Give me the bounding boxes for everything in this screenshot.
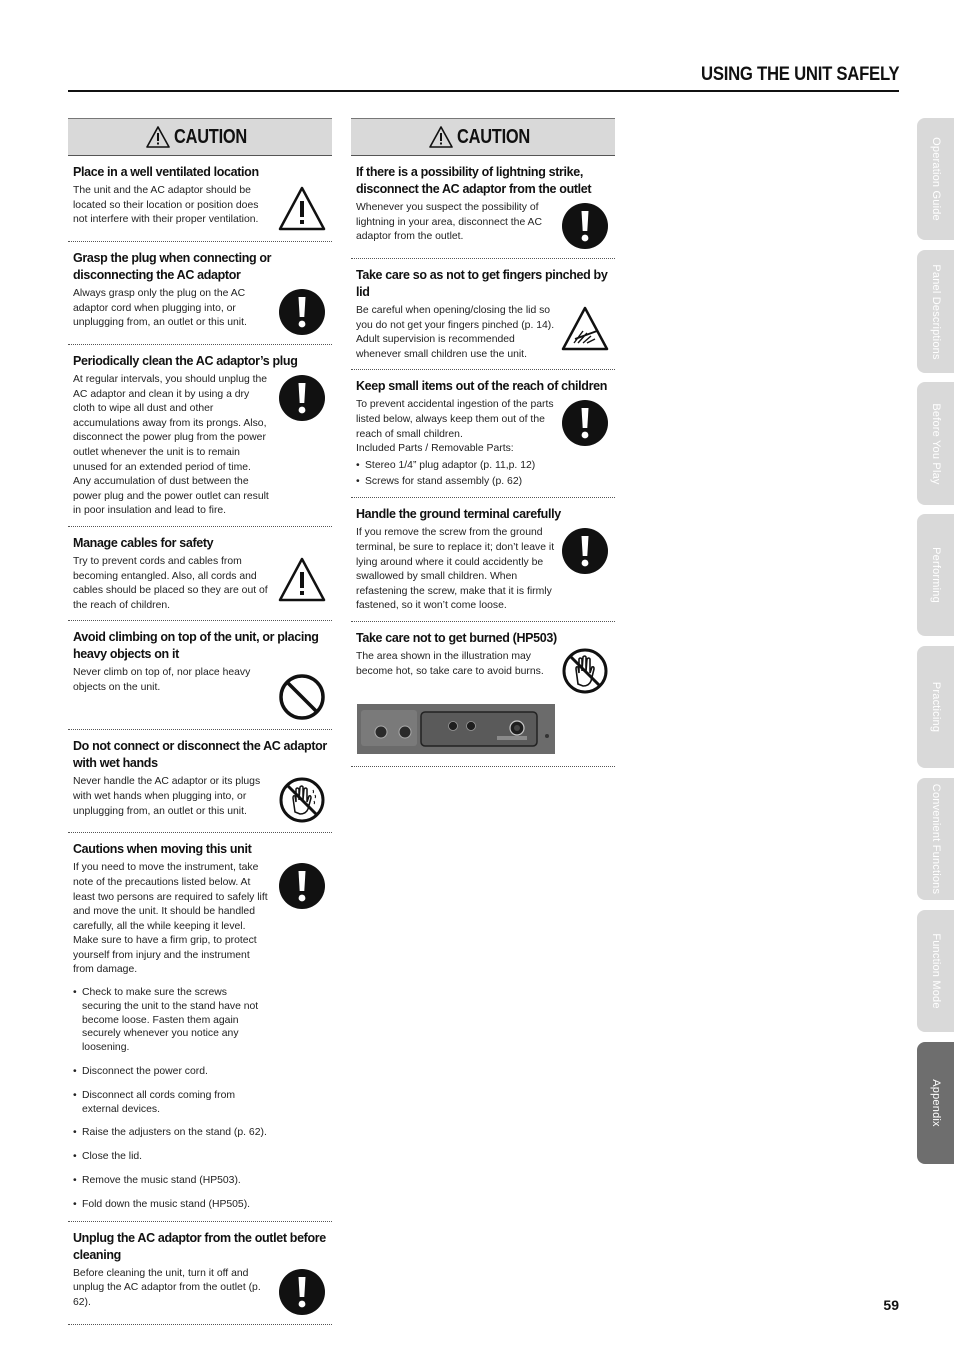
safety-item-text: If you need to move the instrument, take note of the precautions listed below. At least two persons are required to safely lift and move the unit. It should be handled carefully, all the while keeping it level. Make sure to have a firm grip, to protect yourself from injury and the instrument from damage. (73, 862, 268, 976)
safety-item (68, 156, 332, 242)
page-title: USING THE UNIT SAFELY (700, 64, 899, 85)
tab-label: Convenient Functions (929, 783, 942, 895)
tab-label: Function Mode (929, 933, 942, 1009)
safety-item-title: Handle the ground terminal carefully (356, 507, 561, 522)
safety-item-text: The unit and the AC adaptor should be located so their location or position does not interfere with their proper ventilation. (73, 185, 259, 226)
list-item: • Fold down the music stand (HP505). (73, 1198, 269, 1212)
safety-item (68, 527, 332, 621)
left-column (68, 118, 332, 1325)
safety-item (351, 259, 615, 370)
tab-appendix[interactable] (917, 1042, 954, 1164)
caution-triangle-icon (429, 126, 453, 148)
safety-item-title: Unplug the AC adaptor from the outlet before cleaning (73, 1230, 326, 1262)
tab-label: Operation Guide (929, 137, 942, 221)
safety-item-text: Never climb on top of, nor place heavy objects on the unit. (73, 667, 251, 693)
parts-list (356, 459, 610, 489)
safety-item-text: If you remove the screw from the ground terminal, be sure to replace it; don’t leave it lying around where it could accidently be swallowed by small children. When refastening the screw, make that it is firmly fastened, so it won’t come loose. (356, 527, 555, 612)
tab-panel-descriptions[interactable] (917, 250, 954, 373)
caution-header (68, 118, 332, 156)
page-number: 59 (883, 1297, 899, 1313)
tab-label: Performing (929, 547, 942, 603)
safety-item (68, 730, 332, 833)
moving-checklist (73, 986, 269, 1212)
caution-label: CAUTION (174, 125, 247, 148)
mandatory-icon (560, 526, 610, 576)
list-item: • Disconnect the power cord. (73, 1065, 269, 1079)
tab-function-mode[interactable] (917, 910, 954, 1032)
safety-item-title: Keep small items out of the reach of children (356, 379, 607, 394)
tab-label: Panel Descriptions (929, 263, 942, 360)
safety-item (68, 345, 332, 527)
safety-item-text: Always grasp only the plug on the AC adaptor cord when plugging into, or unplugging from, an outlet or this unit. (73, 288, 247, 329)
mandatory-icon (277, 861, 327, 911)
tab-label: Before You Play (929, 402, 942, 485)
safety-item-text: Never handle the AC adaptor or its plugs with wet hands when plugging into, or unplugging from, an outlet or this unit. (73, 776, 261, 817)
safety-item-text: Before cleaning the unit, turn it off and unplug the AC adaptor from the outlet (p. 62). (73, 1267, 261, 1308)
parts-heading: Included Parts / Removable Parts: (356, 443, 514, 455)
list-item: • Stereo 1/4” plug adaptor (p. 11,p. 12) (356, 459, 610, 473)
safety-item-title: Take care not to get burned (HP503) (356, 630, 557, 645)
tab-operation-guide[interactable] (917, 118, 954, 240)
mandatory-icon (277, 1267, 327, 1317)
title-rule (68, 90, 899, 92)
tab-performing[interactable] (917, 514, 954, 636)
caution-triangle-icon (146, 126, 170, 148)
right-column (351, 118, 615, 767)
safety-item-title: Avoid climbing on top of the unit, or placing heavy objects on it (73, 630, 319, 662)
safety-item (351, 622, 615, 767)
safety-item-title: Place in a well ventilated location (73, 165, 259, 179)
tab-before-you-play[interactable] (917, 382, 954, 505)
prohibited-icon (277, 672, 327, 722)
safety-item-title: Manage cables for safety (73, 535, 214, 550)
safety-item-title: If there is a possibility of lightning strike, disconnect the AC adaptor from the outlet (356, 165, 592, 196)
safety-item-text: Be careful when opening/closing the lid so you do not get your fingers pinched (p. 14). Adult supervision is recommended whenever small children use the unit. (356, 305, 555, 360)
tab-convenient-functions[interactable] (917, 778, 954, 900)
caution-triangle-icon (277, 555, 327, 605)
pinch-caution-icon (560, 304, 610, 354)
safety-item-text: Whenever you suspect the possibility of lightning in your area, disconnect the AC adaptor from the outlet. (356, 202, 542, 243)
safety-item-text: At regular intervals, you should unplug the AC adaptor and clean it by using a dry cloth to wipe all dust and other accumulations away from its prongs. Also, disconnect the power plug from the power outlet whenever the unit is to remain unused for an extended period of time. Any accumulation of dust between the power plug and the power outlet can result in poor insulation and lead to fire. (73, 374, 269, 517)
safety-item (351, 156, 615, 259)
safety-item (68, 833, 332, 1221)
no-touch-icon (560, 646, 610, 696)
rear-panel-illustration (357, 704, 555, 754)
list-item: • Check to make sure the screws securing the unit to the stand have not become loose. Fasten them again securely whenever you notice any loosening. (73, 986, 269, 1055)
tab-label: Appendix (929, 1079, 942, 1127)
safety-item-text: To prevent accidental ingestion of the parts listed below, always keep them out of the reach of small children. (356, 399, 554, 440)
safety-item-title: Grasp the plug when connecting or disconnecting the AC adaptor (73, 251, 272, 282)
safety-item-text: Try to prevent cords and cables from becoming entangled. Also, all cords and cables should be placed so they are out of the reach of children. (73, 555, 268, 611)
mandatory-icon (277, 287, 327, 337)
mandatory-icon (277, 373, 327, 423)
caution-triangle-icon (277, 184, 327, 234)
tab-practicing[interactable] (917, 646, 954, 768)
safety-item (68, 242, 332, 345)
no-wet-hands-icon (277, 775, 327, 825)
safety-item (351, 370, 615, 498)
safety-item-title: Take care so as not to get fingers pinched by lid (356, 268, 608, 299)
list-item: • Remove the music stand (HP503). (73, 1174, 269, 1188)
mandatory-icon (560, 398, 610, 448)
caution-label: CAUTION (457, 125, 530, 148)
safety-item (351, 498, 615, 622)
safety-item-title: Periodically clean the AC adaptor’s plug (73, 354, 298, 368)
list-item: • Disconnect all cords coming from external devices. (73, 1089, 269, 1117)
safety-item-text: The area shown in the illustration may become hot, so take care to avoid burns. (356, 650, 544, 677)
caution-header (351, 118, 615, 156)
mandatory-icon (560, 201, 610, 251)
list-item: • Screws for stand assembly (p. 62) (356, 475, 610, 489)
safety-item-title: Do not connect or disconnect the AC adaptor with wet hands (73, 739, 327, 771)
safety-item-title: Cautions when moving this unit (73, 842, 252, 857)
list-item: • Close the lid. (73, 1150, 269, 1164)
tab-label: Practicing (929, 681, 942, 733)
list-item: • Raise the adjusters on the stand (p. 62). (73, 1126, 269, 1140)
safety-item (68, 621, 332, 730)
safety-item (68, 1222, 332, 1325)
